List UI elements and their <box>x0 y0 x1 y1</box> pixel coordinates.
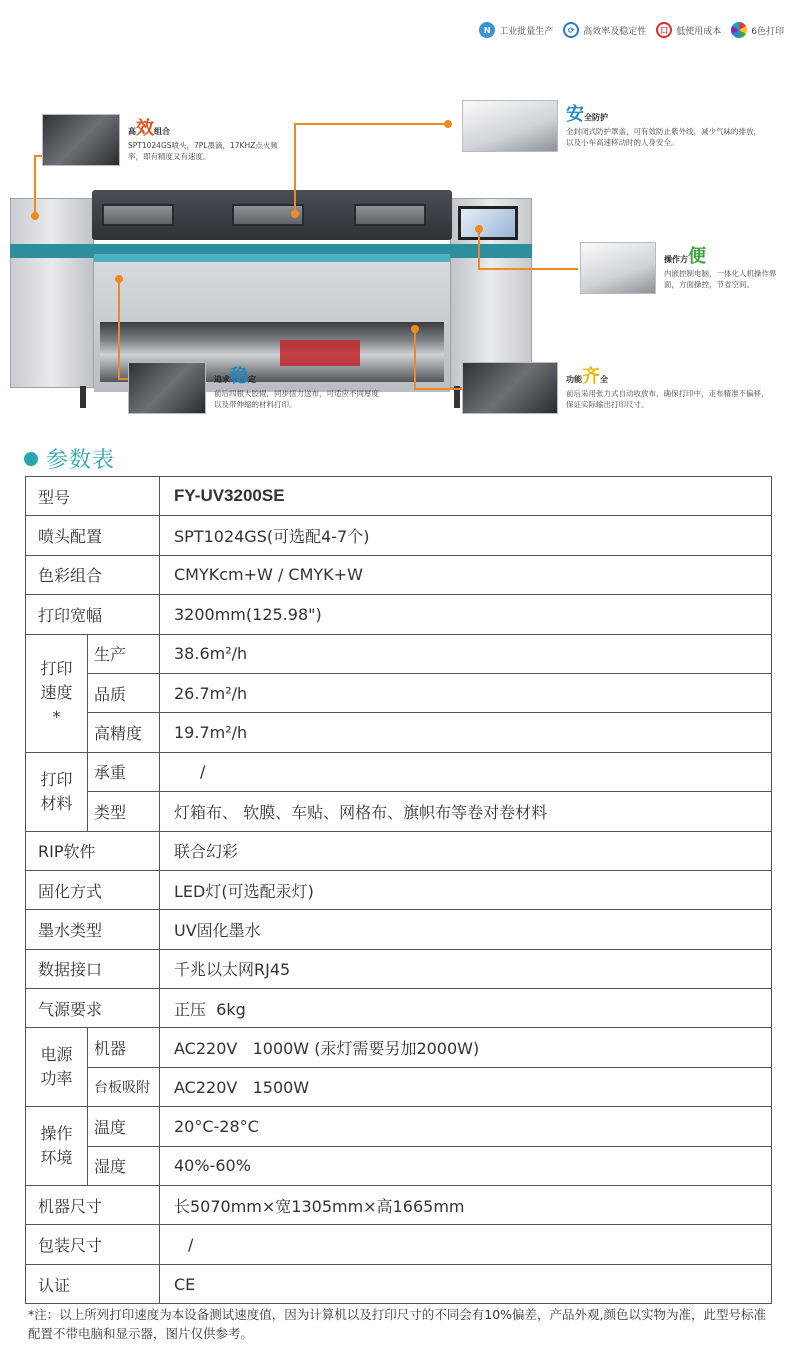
row-label: 认证 <box>26 1264 160 1303</box>
table-row <box>26 1067 772 1106</box>
table-row <box>26 831 772 870</box>
row-label: 打印宽幅 <box>26 595 160 634</box>
footnote: *注：以上所列打印速度为本设备测试速度值，因为计算机以及打印尺寸的不同会有10%偏差，产品外观,颜色以实物为准，此型号标准配置不带电脑和显示器，图片仅供参考。 <box>28 1307 767 1341</box>
callout-convenient: 操作方便 内嵌控制电脑，一体化人机操作界面，方面操控，节省空间。 <box>580 242 784 294</box>
row-label: RIP软件 <box>26 831 160 870</box>
sub-label: 湿度 <box>88 1146 160 1185</box>
section-title: 参数表 <box>46 448 116 473</box>
badge-label: 高效率及稳定性 <box>583 26 647 37</box>
row-value: 长5070mm×宽1305mm×高1665mm <box>160 1186 772 1225</box>
row-value: CMYKcm+W / CMYK+W <box>160 555 772 594</box>
row-value: 20°C-28°C <box>160 1107 772 1146</box>
table-row <box>26 989 772 1028</box>
control-panel-photo <box>580 242 656 294</box>
sub-label: 生产 <box>88 634 160 673</box>
sub-label: 机器 <box>88 1028 160 1067</box>
row-label: 固化方式 <box>26 870 160 909</box>
row-value: SPT1024GS(可选配4-7个) <box>160 516 772 555</box>
bullet-icon <box>24 452 38 466</box>
sub-label: 温度 <box>88 1107 160 1146</box>
table-row <box>26 1107 772 1146</box>
callout-desc: 前后采用张力式自动收放布，确保打印中，走布精准不偏移，保证实际输出打印尺寸。 <box>566 389 769 409</box>
badge-color <box>731 22 784 38</box>
row-label: 数据接口 <box>26 949 160 988</box>
sub-label: 承重 <box>88 752 160 791</box>
row-label: 型号 <box>26 477 160 516</box>
row-label: 气源要求 <box>26 989 160 1028</box>
table-row <box>26 516 772 555</box>
table-row <box>26 634 772 673</box>
table-row <box>26 1028 772 1067</box>
row-value: / <box>160 752 772 791</box>
row-value: 千兆以太网RJ45 <box>160 949 772 988</box>
callout-complete: 功能齐全 前后采用张力式自动收放布，确保打印中，走布精准不偏移，保证实际输出打印尺寸。 <box>462 362 772 414</box>
row-label: 色彩组合 <box>26 555 160 594</box>
badge-label: 6色打印 <box>751 26 784 37</box>
row-value: / <box>160 1225 772 1264</box>
table-row <box>26 595 772 634</box>
table-row <box>26 1225 772 1264</box>
row-value: 26.7m²/h <box>160 673 772 712</box>
group-label: 打印 材料 <box>26 752 88 831</box>
row-label: 喷头配置 <box>26 516 160 555</box>
row-label: 包装尺寸 <box>26 1225 160 1264</box>
cost-icon: 口 <box>656 22 672 38</box>
row-value: 灯箱布、 软膜、车贴、网格布、旗帜布等卷对卷材料 <box>160 792 772 831</box>
control-screen <box>458 206 518 240</box>
callout-stable: 追求稳定 前后四根大胶辊，同步扭力送布，可适应不同厚度以及带伸缩的材料打印。 <box>128 362 384 414</box>
table-row <box>26 673 772 712</box>
row-value: AC220V 1000W (汞灯需要另加2000W) <box>160 1028 772 1067</box>
feature-badges <box>479 22 784 38</box>
color-wheel-icon <box>731 22 747 38</box>
section-heading <box>24 443 115 474</box>
table-row <box>26 1186 772 1225</box>
badge-efficiency <box>563 22 646 38</box>
row-value: 3200mm(125.98") <box>160 595 772 634</box>
callout-desc: SPT1024GS喷头，7PL墨滴，17KHZ点火频率，即有精度又有速度。 <box>128 141 278 161</box>
print-head-photo <box>42 114 120 166</box>
sub-label: 台板吸附 <box>88 1067 160 1106</box>
sub-label: 类型 <box>88 792 160 831</box>
group-label: 打印 速度 * <box>26 634 88 752</box>
spec-table <box>25 476 772 1304</box>
efficiency-icon: ⟳ <box>563 22 579 38</box>
group-label: 电源 功率 <box>26 1028 88 1107</box>
row-value: 38.6m²/h <box>160 634 772 673</box>
roller-photo <box>128 362 206 414</box>
row-value: AC220V 1500W <box>160 1067 772 1106</box>
cover-photo <box>462 100 558 152</box>
badge-batch <box>479 22 553 38</box>
badge-cost <box>656 22 721 38</box>
badge-label: 低使用成本 <box>676 26 722 37</box>
callout-desc: 内嵌控制电脑，一体化人机操作界面，方面操控，节省空间。 <box>664 269 777 289</box>
row-value: FY-UV3200SE <box>160 477 772 516</box>
table-row <box>26 477 772 516</box>
table-row <box>26 555 772 594</box>
sub-label: 品质 <box>88 673 160 712</box>
sub-label: 高精度 <box>88 713 160 752</box>
row-value: CE <box>160 1264 772 1303</box>
callout-efficient: 高效组合 SPT1024GS喷头，7PL墨滴，17KHZ点火频率，即有精度又有速度。 <box>42 114 288 166</box>
table-row <box>26 752 772 791</box>
callout-desc: 全封闭式防护罩盖，可有效防止紫外线，减少气味的排放，以及小车高速移动时的人身安全。 <box>566 127 761 147</box>
product-hero <box>0 60 800 430</box>
row-label: 机器尺寸 <box>26 1186 160 1225</box>
table-row <box>26 910 772 949</box>
callout-desc: 前后四根大胶辊，同步扭力送布，可适应不同厚度以及带伸缩的材料打印。 <box>214 389 379 409</box>
table-row <box>26 1264 772 1303</box>
row-label: 墨水类型 <box>26 910 160 949</box>
row-value: 40%-60% <box>160 1146 772 1185</box>
group-label: 操作 环境 <box>26 1107 88 1186</box>
row-value: LED灯(可选配汞灯) <box>160 870 772 909</box>
factory-icon: N <box>479 22 495 38</box>
take-up-photo <box>462 362 558 414</box>
table-row <box>26 1146 772 1185</box>
table-row <box>26 713 772 752</box>
table-row <box>26 792 772 831</box>
badge-label: 工业批量生产 <box>499 26 554 37</box>
row-value: 联合幻彩 <box>160 831 772 870</box>
table-row <box>26 870 772 909</box>
callout-safe: 安全防护 全封闭式防护罩盖，可有效防止紫外线，减少气味的排放，以及小车高速移动时的人身安全。 <box>462 100 766 152</box>
table-row <box>26 949 772 988</box>
row-value: 19.7m²/h <box>160 713 772 752</box>
row-value: 正压 6kg <box>160 989 772 1028</box>
row-value: UV固化墨水 <box>160 910 772 949</box>
